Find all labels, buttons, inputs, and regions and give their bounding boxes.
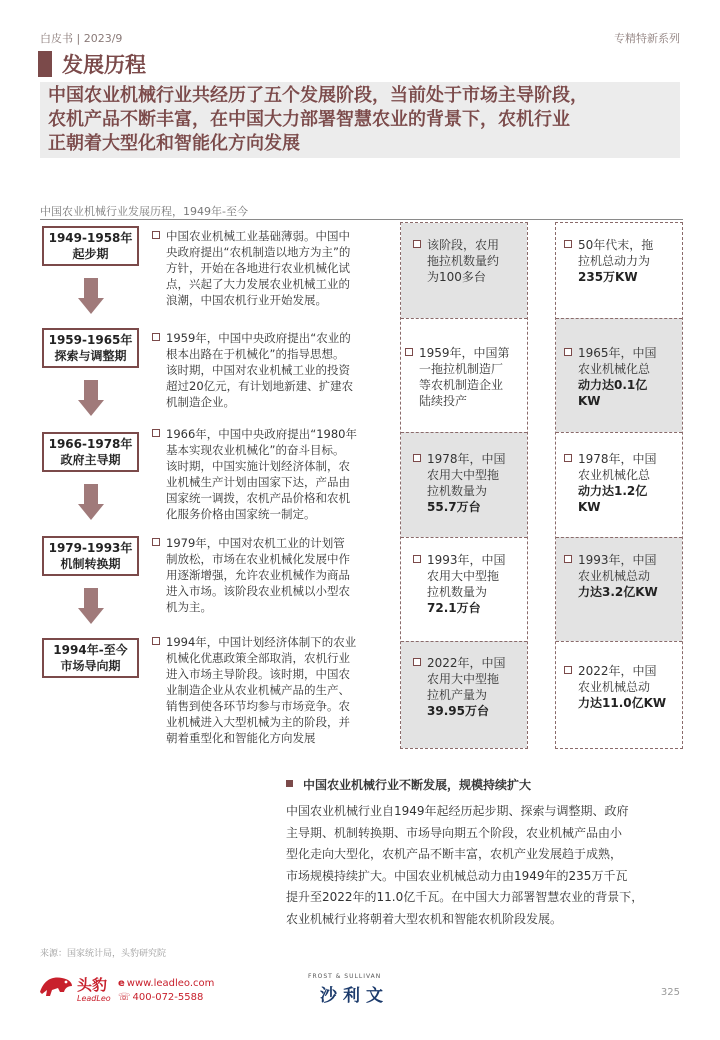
checkbox-icon — [152, 231, 160, 239]
tractor-data-column — [400, 222, 528, 749]
stage-description: 1994年，中国计划经济体制下的农业 机械化优惠政策全部取消，农机行业 进入市场主导阶段。该时期，中国农 业制造企业从农业机械产品的生产、 销售到使各环节均参与市场竞争。农 业机械进入大型机械为主的阶段，并 朝着重型化和智能化方向发展 — [152, 634, 390, 746]
data-cell: 该阶段，农用 拖拉机数量约 为100多台 — [413, 237, 521, 285]
down-arrow-icon — [78, 278, 104, 314]
brand-name: 头豹 — [77, 976, 108, 994]
checkbox-icon — [152, 333, 160, 341]
checkbox-icon — [564, 454, 572, 462]
phone-number: ☏ 400-072-5588 — [118, 992, 204, 1003]
website-link[interactable]: e www.leadleo.com — [118, 978, 215, 989]
stage-label: 市场导向期 — [60, 659, 121, 673]
checkbox-icon — [564, 348, 572, 356]
checkbox-icon — [413, 454, 421, 462]
section-marker — [38, 51, 52, 77]
header-left: 白皮书 | 2023/9 — [40, 32, 123, 45]
page-number: 325 — [660, 987, 680, 998]
data-cell: 2022年，中国 农用大中型拖 拉机产量为 39.95万台 — [413, 655, 521, 719]
stage-label: 政府主导期 — [60, 453, 121, 467]
stage-box — [42, 328, 139, 368]
headline-line: 中国农业机械行业共经历了五个发展阶段，当前处于市场主导阶段， — [48, 85, 588, 106]
down-arrow-icon — [78, 484, 104, 520]
checkbox-icon — [413, 658, 421, 666]
figure-title: 中国农业机械行业发展历程，1949年-至今 — [40, 205, 248, 218]
source-note: 来源：国家统计局，头豹研究院 — [40, 949, 167, 959]
checkbox-icon — [564, 240, 572, 248]
header-right: 专精特新系列 — [614, 32, 680, 45]
stage-label: 探索与调整期 — [54, 349, 127, 363]
bullet-icon — [286, 780, 293, 787]
brand-name-en: LeadLeo — [77, 994, 111, 1003]
down-arrow-icon — [78, 588, 104, 624]
phone-icon: ☏ — [118, 992, 131, 1003]
stage-label: 机制转换期 — [60, 557, 121, 571]
checkbox-icon — [413, 555, 421, 563]
leopard-logo-icon — [38, 970, 74, 1000]
stage-years: 1994年-至今 — [53, 643, 128, 657]
web-icon: e — [118, 978, 125, 989]
headline-box — [40, 82, 680, 158]
checkbox-icon — [564, 555, 572, 563]
section-title: 发展历程 — [62, 53, 146, 77]
stage-box — [42, 536, 139, 576]
stage-description: 1959年，中国中央政府提出“农业的 根本出路在于机械化”的指导思想。 该时期，中国对农业机械工业的投资 超过20亿元，有计划地新建、扩建农 机制造企业。 — [152, 330, 390, 410]
stage-years: 1979-1993年 — [48, 541, 133, 555]
checkbox-icon — [152, 637, 160, 645]
stage-description: 中国农业机械工业基础薄弱。中国中 央政府提出“农机制造以地方为主”的 方针，开始在各地进行农业机械化试 点，兴起了大力发展农业机械工业的 浪潮，中国农机行业开始发展。 — [152, 228, 390, 308]
checkbox-icon — [413, 240, 421, 248]
stage-years: 1949-1958年 — [48, 231, 133, 245]
data-cell: 1959年，中国第 一拖拉机制造厂 等农机制造企业 陆续投产 — [405, 345, 525, 409]
checkbox-icon — [152, 429, 160, 437]
down-arrow-icon — [78, 380, 104, 416]
data-cell: 1965年，中国 农业机械化总 动力达0.1亿 KW — [564, 345, 676, 409]
data-cell: 2022年，中国 农业机械总动 力达11.0亿KW — [564, 663, 676, 711]
stage-years: 1966-1978年 — [48, 437, 133, 451]
stage-description: 1966年，中国中央政府提出“1980年 基本实现农业机械化”的奋斗目标。 该时期，中国实施计划经济体制，农 业机械生产计划由国家下达，产品由 国家统一调拨，农机产品价格和农机 化服务价格由国家统一制定。 — [152, 426, 390, 522]
stage-box — [42, 226, 139, 266]
checkbox-icon — [152, 538, 160, 546]
data-cell: 1993年，中国 农业机械总动 力达3.2亿KW — [564, 552, 676, 600]
stage-label: 起步期 — [72, 247, 109, 261]
figure-rule — [40, 219, 683, 220]
summary-paragraph: 中国农业机械行业自1949年起经历起步期、探索与调整期、政府 主导期、机制转换期、市场导向期五个阶段，农业机械产品由小 型化走向大型化，农机产品不断丰富，农机产业发展趋于成熟， 市场规模持续扩大。中国农业机械总动力由1949年的235万千瓦 提升至2022年的11.0亿千瓦。在中国大力部署智慧农业的背景下， 农业机械行业将朝着大型农机和智能农机阶段发展。 — [286, 804, 644, 926]
data-cell: 50年代末，拖 拉机总动力为 235万KW — [564, 237, 676, 285]
stage-box — [42, 638, 139, 678]
data-cell: 1993年，中国 农用大中型拖 拉机数量为 72.1万台 — [413, 552, 521, 616]
partner-logo-en: FROST & SULLIVAN — [308, 973, 382, 980]
power-data-column — [555, 222, 683, 749]
section-heading — [38, 50, 146, 78]
headline-line: 农机产品不断丰富，在中国大力部署智慧农业的背景下，农机行业 — [48, 109, 570, 130]
stage-box — [42, 432, 139, 472]
checkbox-icon — [564, 666, 572, 674]
data-cell: 1978年，中国 农业机械化总 动力达1.2亿 KW — [564, 451, 676, 515]
summary-subtitle: 中国农业机械行业不断发展，规模持续扩大 — [286, 776, 531, 793]
stage-years: 1959-1965年 — [48, 333, 133, 347]
checkbox-icon — [405, 348, 413, 356]
data-cell: 1978年，中国 农用大中型拖 拉机数量为 55.7万台 — [413, 451, 521, 515]
headline-line: 正朝着大型化和智能化方向发展 — [48, 133, 300, 154]
partner-logo-cn: 沙利文 — [320, 986, 389, 1006]
stage-description: 1979年，中国对农机工业的计划管 制放松，市场在农业机械化发展中作 用逐渐增强，允许农业机械作为商品 进入市场。该阶段农业机械以小型农 机为主。 — [152, 535, 390, 615]
